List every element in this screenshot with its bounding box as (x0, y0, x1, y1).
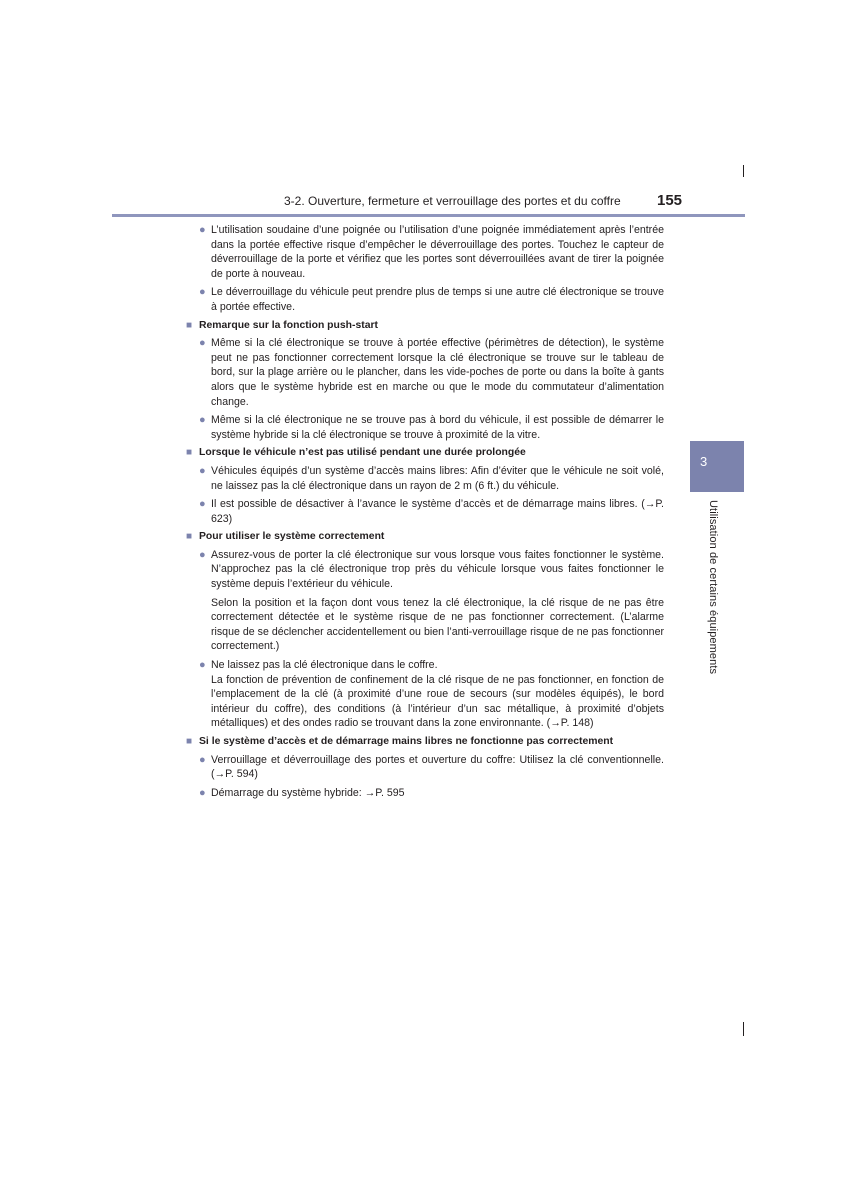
bullet-item (186, 336, 664, 409)
bullet-text: Véhicules équipés d’un système d’accès mains libres: Afin d’éviter que le véhicule ne soit volé, ne laissez pas la clé électronique dans un rayon de 2 m (6 ft.) du véhicule. (211, 464, 664, 492)
chapter-number: 3 (700, 454, 708, 469)
bullet-text: Démarrage du système hybride: →P. 595 (211, 786, 405, 799)
page-number: 155 (657, 192, 683, 209)
bullet-text: Le déverrouillage du véhicule peut prendre plus de temps si une autre clé électronique se trouve à portée effective. (211, 286, 664, 313)
heading-text: Lorsque le véhicule n’est pas utilisé pendant une durée prolongée (199, 447, 526, 459)
bullet-text: Assurez-vous de porter la clé électronique sur vous lorsque vous faites fonctionner le système. N’approchez pas la clé électronique trop près du véhicule lorsque vous faites fonctionner le système depuis l’extérieur du véhicule. (211, 548, 664, 591)
bullet-text: L’utilisation soudaine d’une poignée ou l’utilisation d’une poignée immédiatement après l’entrée dans la portée effective risque d’empêcher le déverrouillage des portes. Touchez le capteur de déverrouillage de la porte et vérifiez que les portes sont déverrouillées avant de tirer la poignée de porte à nouveau. (211, 224, 664, 280)
header-rule (112, 214, 745, 217)
bullet-dot-icon: ● (199, 659, 206, 672)
bullet-text: Verrouillage et déverrouillage des portes et ouverture du coffre: Utilisez la clé conventionnelle.(→P. 594) (211, 753, 664, 781)
bullet-item (186, 753, 664, 782)
section-heading (186, 319, 664, 334)
bullet-dot-icon: ● (199, 414, 206, 427)
bullet-item (186, 464, 664, 493)
bullet-item (186, 658, 664, 731)
heading-text: Remarque sur la fonction push-start (199, 319, 378, 331)
bullet-dot-icon: ● (199, 224, 206, 236)
bullet-item (186, 413, 664, 442)
heading-text: Pour utiliser le système correctement (199, 531, 385, 543)
bullet-text: Ne laissez pas la clé électronique dans le coffre. (211, 659, 438, 672)
chapter-label: Utilisation de certains équipements (707, 500, 719, 675)
bullet-dot-icon: ● (199, 286, 206, 299)
section-heading (186, 530, 664, 545)
section-heading (186, 735, 664, 750)
square-bullet-icon: ■ (186, 319, 193, 331)
bullet-dot-icon: ● (199, 498, 206, 511)
bullet-dot-icon: ● (199, 464, 206, 477)
bullet-dot-icon: ● (199, 786, 206, 799)
square-bullet-icon: ■ (186, 447, 193, 459)
heading-text: Si le système d’accès et de démarrage mains libres ne fonctionne pas correctement (199, 736, 614, 747)
bullet-item (186, 223, 664, 281)
section-heading (186, 446, 664, 461)
bullet-dot-icon: ● (199, 548, 206, 561)
bullet-item (186, 548, 664, 592)
paragraph-text: Selon la position et la façon dont vous tenez la clé électronique, la clé risque de ne pas être correctement détectée et le système risque de ne pas fonctionner correctement. (L’alarme risque de se déclencher accidentellement ou bien l’anti-verrouillage risque de ne pas fonctionner correctement.) (211, 596, 664, 653)
bullet-text: Même si la clé électronique ne se trouve pas à bord du véhicule, il est possible de démarrer le système hybride si la clé électronique se trouve à proximité de la vitre. (211, 414, 664, 441)
bullet-item (186, 285, 664, 314)
bullet-item (186, 786, 664, 801)
chapter-tab (690, 441, 744, 492)
square-bullet-icon: ■ (186, 531, 193, 543)
crop-mark-bottom (743, 1022, 744, 1036)
crop-mark-top (743, 165, 744, 177)
bullet-dot-icon: ● (199, 337, 206, 350)
bullet-dot-icon: ● (199, 753, 206, 766)
bullet-continuation-text: La fonction de prévention de confinement de la clé risque de ne pas fonctionner, en fonction de l’emplacement de la clé (à proximité d’une roue de secours (sur modèles équipés), le bord intérieur du coffre), des conditions (à l’intérieur d’un sac métallique, à proximité d’objets métalliques) et des ondes radio se trouvant dans la zone environnante. (→P. 148) (211, 673, 664, 730)
section-title: 3-2. Ouverture, fermeture et verrouillage des portes et du coffre (284, 194, 621, 208)
square-bullet-icon: ■ (186, 736, 193, 747)
bullet-text: Il est possible de désactiver à l’avance le système d’accès et de démarrage mains libres. (→P. 623) (211, 498, 664, 525)
paragraph (186, 596, 664, 654)
bullet-item (186, 497, 664, 526)
bullet-text: Même si la clé électronique se trouve à portée effective (périmètres de détection), le système peut ne pas fonctionner correctement lorsque la clé électronique se trouve sur le tableau de bord, sur la plage arrière ou le plancher, dans les vide-poches de porte ou dans la boîte à gants alors que le système hybride est en marche ou que le mode du commutateur d’alimentation change. (211, 337, 664, 408)
page-body (186, 223, 664, 804)
